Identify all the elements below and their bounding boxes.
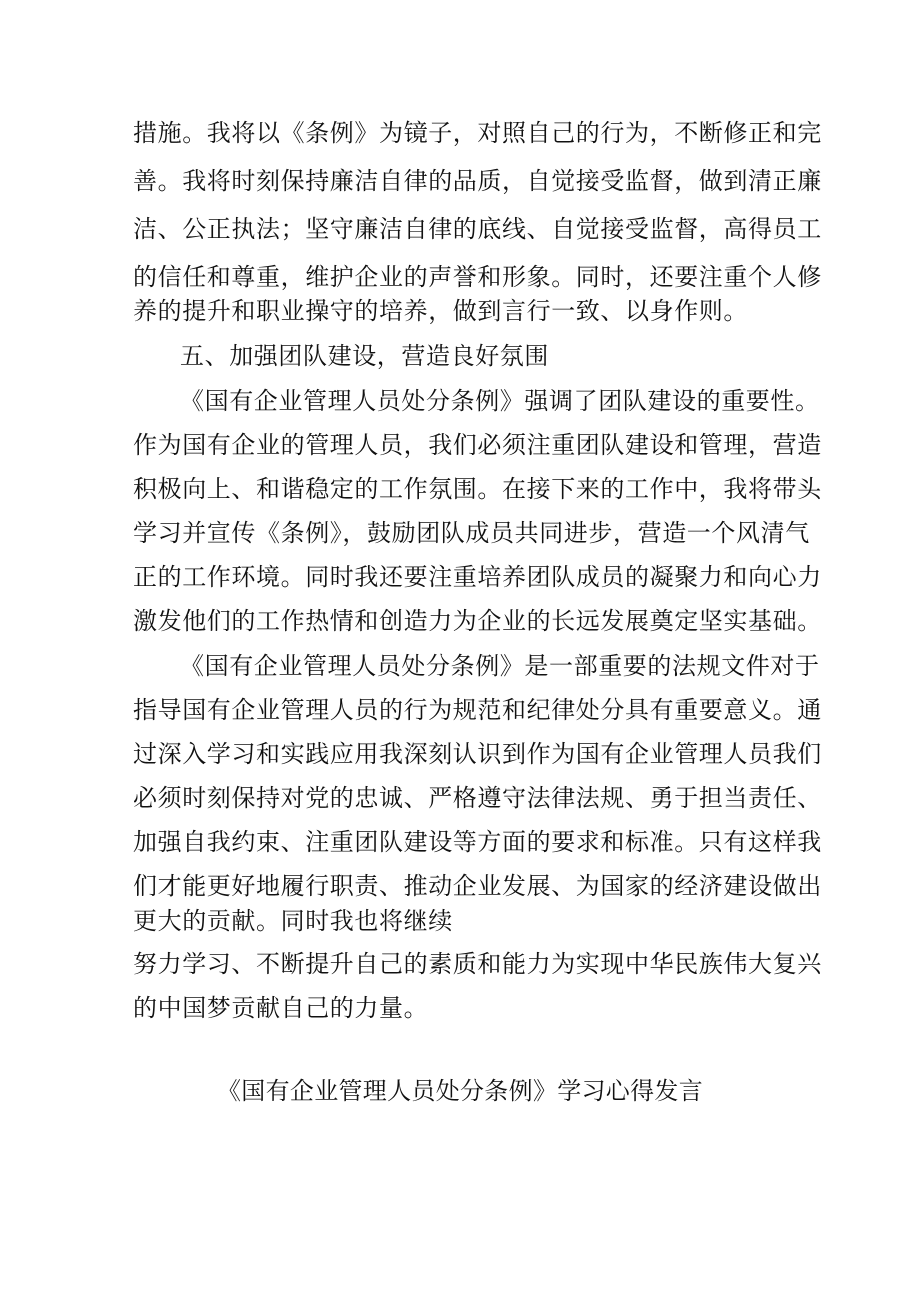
text-line: 积极向上、和谐稳定的工作氛围。在接下来的工作中，我将带头 <box>133 475 822 503</box>
text-line: 善。我将时刻保持廉洁自律的品质，自觉接受监督，做到清正廉 <box>133 167 822 195</box>
text-line: 更大的贡献。同时我也将继续 <box>133 907 453 935</box>
text-line: 努力学习、不断提升自己的素质和能力为实现中华民族伟大复兴 <box>133 950 822 978</box>
document-title: 《国有企业管理人员处分条例》学习心得发言 <box>217 1077 703 1105</box>
text-line: 过深入学习和实践应用我深刻认识到作为国有企业管理人员我们 <box>133 740 822 768</box>
text-line: 洁、公正执法；坚守廉洁自律的底线、自觉接受监督，高得员工 <box>133 215 822 243</box>
text-line: 的信任和尊重，维护企业的声誉和形象。同时，还要注重个人修 <box>133 263 822 291</box>
text-line: 《国有企业管理人员处分条例》强调了团队建设的重要性。 <box>180 387 820 415</box>
text-line: 《国有企业管理人员处分条例》是一部重要的法规文件对于 <box>180 652 820 680</box>
text-line: 措施。我将以《条例》为镜子，对照自己的行为，不断修正和完 <box>133 119 822 147</box>
text-line: 们才能更好地履行职责、推动企业发展、为国家的经济建设做出 <box>133 872 822 900</box>
section-heading: 五、加强团队建设，营造良好氛围 <box>180 342 549 370</box>
text-line: 学习并宣传《条例》，鼓励团队成员共同进步，营造一个风清气 <box>133 519 810 547</box>
text-line: 激发他们的工作热情和创造力为企业的长远发展奠定坚实基础。 <box>133 607 822 635</box>
text-line: 加强自我约束、注重团队建设等方面的要求和标准。只有这样我 <box>133 828 822 856</box>
text-line: 必须时刻保持对党的忠诚、严格遵守法律法规、勇于担当责任、 <box>133 784 822 812</box>
text-line: 养的提升和职业操守的培养，做到言行一致、以身作则。 <box>133 297 748 325</box>
text-line: 指导国有企业管理人员的行为规范和纪律处分具有重要意义。通 <box>133 696 822 724</box>
text-line: 作为国有企业的管理人员，我们必须注重团队建设和管理，营造 <box>133 431 822 459</box>
text-line: 的中国梦贡献自己的力量。 <box>133 994 429 1022</box>
text-line: 正的工作环境。同时我还要注重培养团队成员的凝聚力和向心力 <box>133 563 822 591</box>
